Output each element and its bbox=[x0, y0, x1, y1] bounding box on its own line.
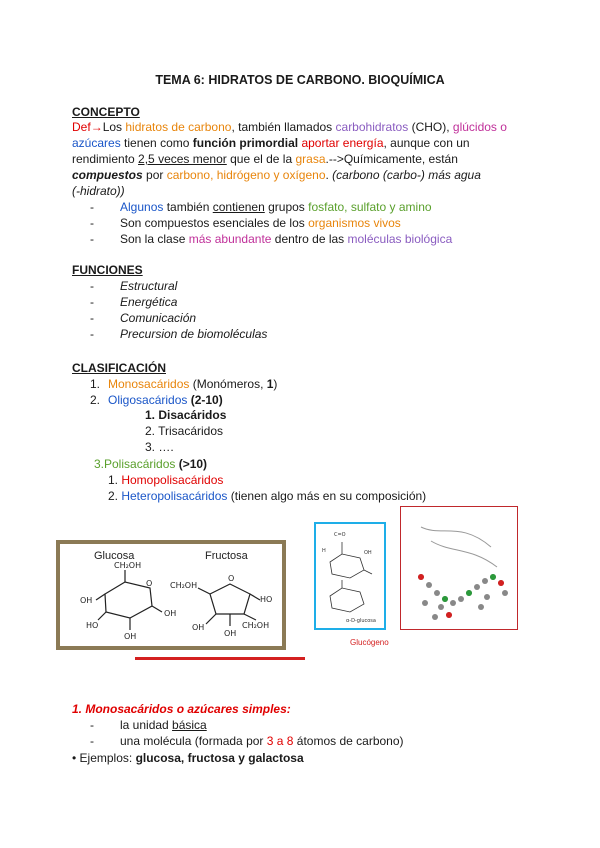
glucose-ring-thumbnail bbox=[314, 522, 386, 630]
concepto-bullet-2: - Son compuestos esenciales de los organismos vivos bbox=[90, 216, 401, 230]
funciones-item: - Precursion de biomoléculas bbox=[90, 327, 268, 341]
svg-text:C=O: C=O bbox=[334, 532, 346, 538]
glucogeno-label: Glucógeno bbox=[350, 638, 389, 647]
concepto-line-4: compuestos por carbono, hidrógeno y oxígeno. (carbono (carbo-) más agua bbox=[72, 168, 481, 182]
concepto-line-2: azúcares tienen como función primordial aportar energía, aunque con un bbox=[72, 136, 470, 150]
monosacaridos-heading: 1. Monosacáridos o azúcares simples: bbox=[72, 702, 291, 716]
sugar-structures-diagram bbox=[60, 544, 282, 646]
svg-text:O: O bbox=[146, 579, 153, 588]
funciones-item: - Estructural bbox=[90, 279, 178, 293]
page-title: TEMA 6: HIDRATOS DE CARBONO. BIOQUÍMICA bbox=[155, 73, 445, 87]
clasificacion-item-1: 1. Monosacáridos (Monómeros, 1) bbox=[90, 377, 278, 391]
oligo-sub-1: 1. Disacáridos bbox=[145, 408, 227, 422]
svg-text:OH: OH bbox=[192, 623, 205, 632]
clasificacion-item-2: 2. Oligosacáridos (2-10) bbox=[90, 393, 223, 407]
svg-text:OH: OH bbox=[224, 629, 237, 638]
svg-text:OH: OH bbox=[364, 550, 372, 556]
svg-text:OH: OH bbox=[80, 596, 93, 605]
svg-text:H: H bbox=[322, 548, 326, 554]
svg-text:O: O bbox=[228, 574, 235, 583]
concepto-heading: CONCEPTO bbox=[72, 105, 140, 119]
svg-text:OH: OH bbox=[164, 609, 177, 618]
poli-sub-2: 2. Heteropolisacáridos (tienen algo más en su composición) bbox=[108, 489, 427, 503]
funciones-item: - Energética bbox=[90, 295, 178, 309]
svg-text:CH₂OH: CH₂OH bbox=[242, 621, 270, 630]
svg-text:CH₂OH: CH₂OH bbox=[114, 561, 142, 570]
oligo-sub-2: 2. Trisacáridos bbox=[145, 424, 224, 438]
mono-bullet-2: - una molécula (formada por 3 a 8 átomos de carbono) bbox=[90, 734, 404, 748]
glucosa-label: Glucosa bbox=[94, 550, 135, 562]
funciones-heading: FUNCIONES bbox=[72, 263, 143, 277]
concepto-line-1: Def→Los hidratos de carbono, también llamados carbohidratos (CHO), glúcidos o bbox=[72, 120, 507, 134]
concepto-line-3: rendimiento 2,5 veces menor que el de la grasa.-->Químicamente, están bbox=[72, 152, 458, 166]
concepto-line-5: (-hidrato)) bbox=[72, 184, 125, 198]
svg-text:OH: OH bbox=[124, 632, 137, 641]
poli-sub-1: 1. Homopolisacáridos bbox=[108, 473, 224, 487]
svg-text:α-D-glucosa: α-D-glucosa bbox=[346, 618, 376, 624]
glycogen-diagram bbox=[401, 507, 516, 628]
oligo-sub-3: 3. …. bbox=[145, 440, 174, 454]
glycogen-figure bbox=[400, 506, 518, 630]
svg-text:CH₂OH: CH₂OH bbox=[170, 581, 198, 590]
fructosa-label: Fructosa bbox=[205, 550, 248, 562]
glucose-fructose-figure bbox=[56, 540, 286, 650]
glucose-ring-mini-diagram bbox=[316, 524, 384, 628]
clasificacion-heading: CLASIFICACIÓN bbox=[72, 361, 166, 375]
funciones-item: - Comunicación bbox=[90, 311, 197, 325]
svg-text:HO: HO bbox=[260, 595, 273, 604]
red-divider bbox=[135, 657, 305, 660]
svg-text:HO: HO bbox=[86, 621, 99, 630]
mono-bullet-1: - la unidad básica bbox=[90, 718, 207, 732]
mono-ejemplos: • Ejemplos: glucosa, fructosa y galactosa bbox=[72, 751, 304, 765]
concepto-bullet-3: - Son la clase más abundante dentro de las moléculas biológica bbox=[90, 232, 453, 246]
concepto-bullet-1: - Algunos también contienen grupos fosfato, sulfato y amino bbox=[90, 200, 432, 214]
clasificacion-item-3: 3.Polisacáridos (>10) bbox=[94, 457, 208, 471]
